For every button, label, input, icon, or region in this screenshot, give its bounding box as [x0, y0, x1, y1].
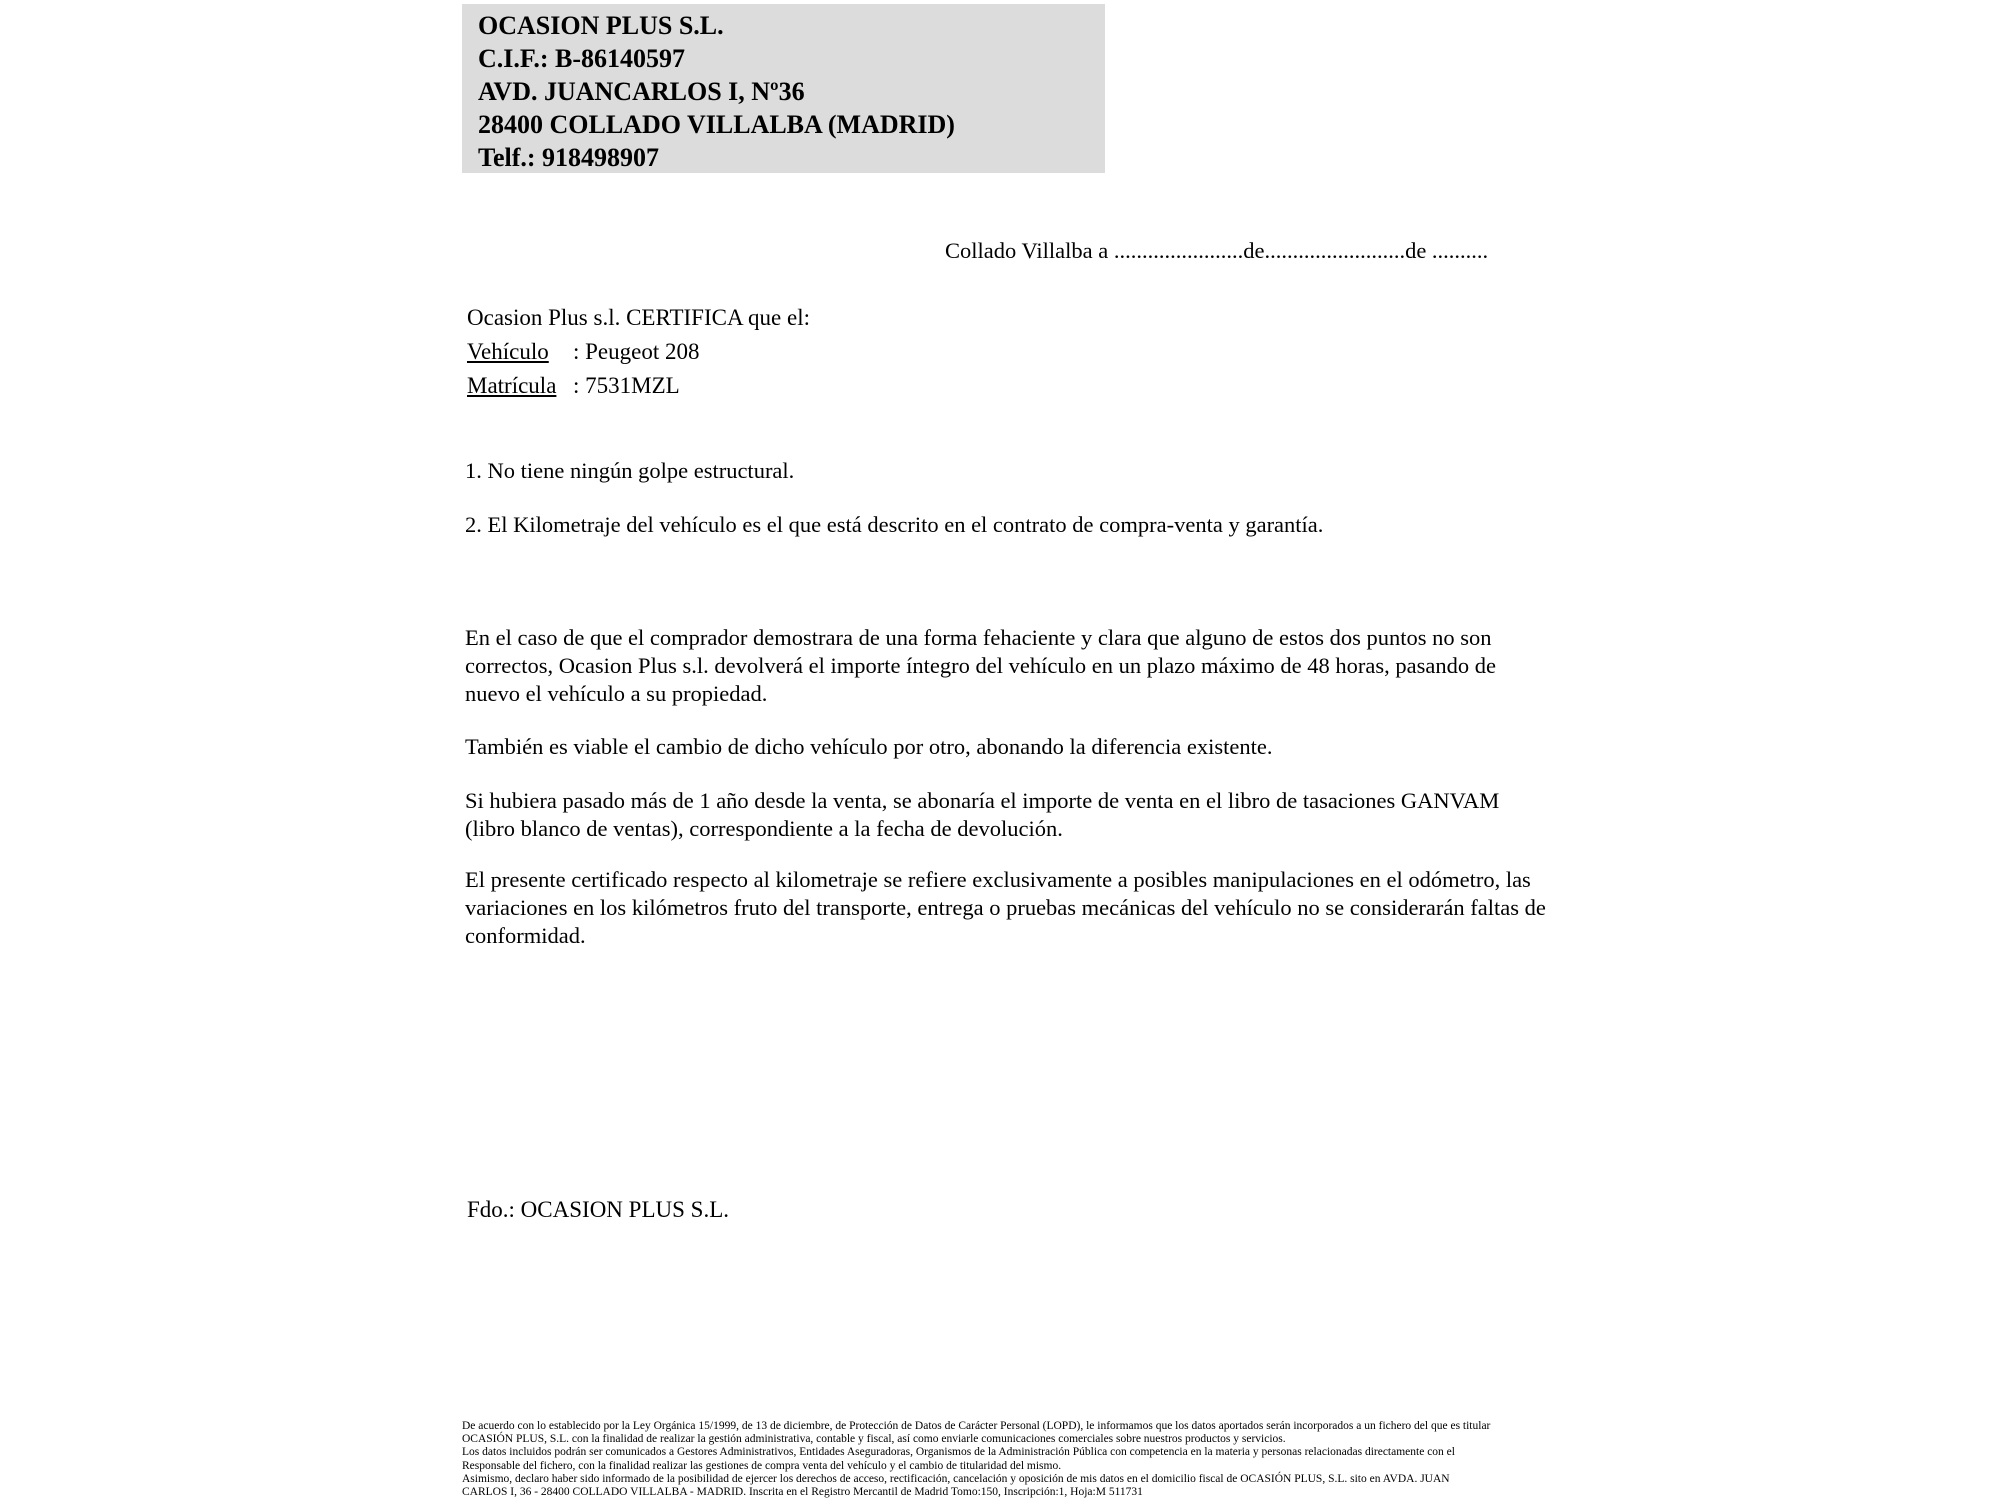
company-address: AVD. JUANCARLOS I, Nº36 — [478, 77, 805, 106]
certified-point-1: 1. No tiene ningún golpe estructural. — [465, 458, 795, 483]
odometer-clause-paragraph: El presente certificado respecto al kilometraje se refiere exclusivamente a posibles manipulaciones en el odómetro, las variaciones en los kilómetros fruto del transporte, entrega o pruebas mecánicas del vehículo no se considerarán faltas de conformidad. — [465, 867, 1546, 948]
company-name: OCASION PLUS S.L. — [478, 11, 724, 40]
vehicle-field-label: Vehículo — [467, 339, 549, 364]
legal-line: OCASIÓN PLUS, S.L. con la finalidad de realizar la gestión administrativa, contable y fiscal, así como enviarle comunicaciones comerciales sobre nuestros productos y servicios. — [462, 1433, 1286, 1446]
legal-line: Responsable del fichero, con la finalidad realizar las gestiones de compra venta del vehículo y el cambio de titularidad del mismo. — [462, 1459, 1062, 1472]
plate-field-row — [467, 373, 680, 399]
refund-clause-paragraph: En el caso de que el comprador demostrara de una forma fehaciente y clara que alguno de estos dos puntos no son correctos, Ocasion Plus s.l. devolverá el importe íntegro del vehículo en un plazo máximo de 48 horas, pasando de nuevo el vehículo a su propiedad. — [465, 625, 1496, 706]
company-cif: C.I.F.: B-86140597 — [478, 44, 686, 73]
company-phone: Telf.: 918498907 — [478, 143, 660, 172]
vehicle-field-row — [467, 339, 700, 365]
signature-line: Fdo.: OCASION PLUS S.L. — [467, 1197, 729, 1222]
company-header-box — [462, 4, 1105, 173]
vehicle-field-value: : Peugeot 208 — [573, 339, 700, 364]
legal-fine-print — [462, 1420, 1490, 1499]
exchange-clause-paragraph: También es viable el cambio de dicho vehículo por otro, abonando la diferencia existente. — [465, 734, 1273, 759]
legal-line: Asimismo, declaro haber sido informado de la posibilidad de ejercer los derechos de acceso, rectificación, cancelación y oposición de mis datos en el domicilio fiscal de OCASIÓN PLUS, S.L. sito en AVDA. JUAN — [462, 1472, 1450, 1485]
legal-line: Los datos incluidos podrán ser comunicados a Gestores Administrativos, Entidades Aseguradoras, Organismos de la Administración Pública con competencia en la materia y personas relacionadas directamente con el — [462, 1446, 1455, 1459]
legal-line: CARLOS I, 36 - 28400 COLLADO VILLALBA - MADRID. Inscrita en el Registro Mercantil de Madrid Tomo:150, Inscripción:1, Hoja:M 511731 — [462, 1486, 1143, 1499]
certified-point-2: 2. El Kilometraje del vehículo es el que está descrito en el contrato de compra-venta y garantía. — [465, 512, 1324, 537]
plate-field-label: Matrícula — [467, 373, 557, 398]
certificate-intro: Ocasion Plus s.l. CERTIFICA que el: — [467, 305, 810, 330]
plate-field-value: : 7531MZL — [573, 373, 680, 398]
company-city: 28400 COLLADO VILLALBA (MADRID) — [478, 110, 955, 139]
legal-line: De acuerdo con lo establecido por la Ley Orgánica 15/1999, de 13 de diciembre, de Protección de Datos de Carácter Personal (LOPD), le informamos que los datos aportados serán incorporados a un fichero del que es titular — [462, 1420, 1491, 1432]
ganvam-clause-paragraph: Si hubiera pasado más de 1 año desde la venta, se abonaría el importe de venta en el libro de tasaciones GANVAM (libro blanco de ventas), correspondiente a la fecha de devolución. — [465, 788, 1500, 841]
date-fill-line: Collado Villalba a .......................de.........................de .......... — [945, 238, 1489, 263]
